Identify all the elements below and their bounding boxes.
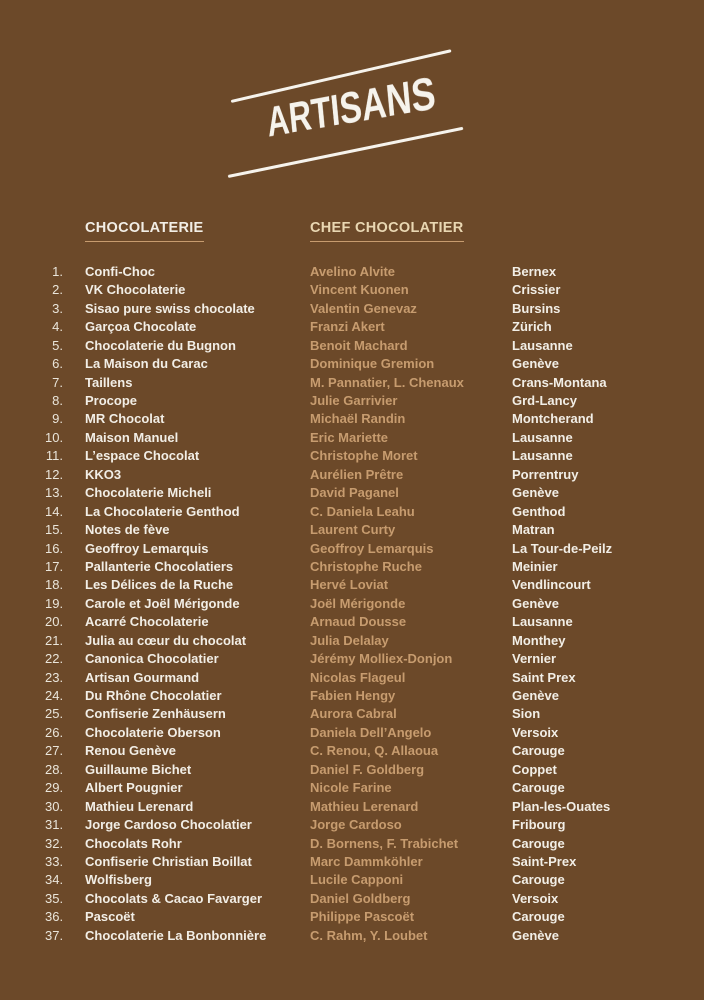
chocolaterie-name: Sisao pure swiss chocolate: [85, 300, 255, 316]
chocolaterie-name: Wolfisberg: [85, 872, 152, 888]
city-name: Genève: [512, 927, 559, 943]
chocolaterie-name: Chocolaterie Oberson: [85, 724, 221, 740]
row-number: 25.: [45, 706, 64, 722]
row-number: 15.: [45, 522, 64, 538]
chef-name: Daniel F. Goldberg: [310, 761, 425, 777]
row-number: 22.: [45, 651, 64, 667]
table-row: [45, 374, 661, 392]
chocolaterie-name: L’espace Chocolat: [85, 448, 200, 464]
row-number: 4.: [52, 319, 63, 335]
row-number: 9.: [52, 411, 63, 427]
chef-name: Nicole Farine: [310, 780, 392, 796]
city-name: Matran: [512, 522, 555, 538]
chocolaterie-name: Les Délices de la Ruche: [85, 577, 234, 593]
chef-name: Jorge Cardoso: [310, 817, 402, 833]
city-name: Plan-les-Ouates: [512, 798, 611, 814]
table-row: [45, 632, 661, 650]
chef-name: Lucile Capponi: [310, 872, 404, 888]
city-name: Coppet: [512, 761, 557, 777]
table-row: [45, 669, 661, 687]
table-row: [45, 816, 661, 834]
chocolaterie-name: Procope: [85, 393, 138, 408]
row-number: 23.: [45, 669, 64, 685]
table-row: [45, 761, 661, 779]
chef-name: Philippe Pascoët: [310, 909, 415, 925]
chef-name: Fabien Hengy: [310, 688, 396, 703]
table-row: [45, 484, 661, 502]
chef-name: Christophe Moret: [310, 448, 418, 464]
chef-name: Vincent Kuonen: [310, 282, 409, 298]
table-row: [45, 779, 661, 797]
row-number: 19.: [45, 595, 64, 611]
table-row: [45, 798, 661, 816]
table-row: [45, 871, 661, 889]
chef-name: Eric Mariette: [310, 429, 389, 445]
row-number: 30.: [45, 798, 64, 814]
city-name: Saint-Prex: [512, 853, 577, 869]
row-number: 31.: [45, 817, 64, 833]
row-number: 3.: [52, 300, 63, 316]
chef-name: Dominique Gremion: [310, 356, 435, 372]
city-name: Versoix: [512, 890, 559, 906]
chocolaterie-name: Acarré Chocolaterie: [85, 614, 209, 630]
city-name: Versoix: [512, 724, 559, 740]
row-number: 36.: [45, 909, 64, 925]
chocolaterie-name: Du Rhône Chocolatier: [85, 688, 222, 703]
row-number: 29.: [45, 780, 64, 796]
row-number: 32.: [45, 835, 64, 851]
chocolaterie-name: Taillens: [85, 374, 133, 390]
table-row: [45, 835, 661, 853]
chocolaterie-name: Guillaume Bichet: [85, 761, 192, 777]
city-name: Meinier: [512, 558, 558, 574]
chef-name: C. Rahm, Y. Loubet: [310, 927, 428, 943]
chef-name: Christophe Ruche: [310, 558, 422, 574]
chocolaterie-name: Canonica Chocolatier: [85, 651, 219, 667]
row-number: 7.: [52, 374, 63, 390]
chocolaterie-name: Pascoët: [85, 909, 135, 925]
city-name: Carouge: [512, 835, 565, 851]
chocolaterie-name: Carole et Joël Mérigonde: [85, 595, 240, 611]
chef-name: Hervé Loviat: [310, 577, 389, 593]
chocolaterie-name: Mathieu Lerenard: [85, 798, 194, 814]
table-row: [45, 392, 661, 410]
chef-name: Avelino Alvite: [310, 263, 396, 279]
chocolaterie-name: Garçoa Chocolate: [85, 319, 197, 335]
table-row: [45, 300, 661, 318]
chocolaterie-name: Pallanterie Chocolatiers: [85, 558, 234, 574]
row-number: 33.: [45, 853, 64, 869]
chocolaterie-name: La Chocolaterie Genthod: [85, 503, 240, 519]
city-name: Monthey: [512, 632, 566, 648]
city-name: Carouge: [512, 743, 565, 759]
table-row: [45, 724, 661, 742]
chef-name: Geoffroy Lemarquis: [310, 540, 434, 556]
row-number: 12.: [45, 466, 64, 482]
city-name: Genève: [512, 356, 559, 372]
header-cell-chef: [310, 219, 512, 242]
chef-name: Benoit Machard: [310, 337, 408, 353]
table-row: [45, 540, 661, 558]
table-row: [45, 576, 661, 594]
row-number: 5.: [52, 337, 63, 353]
city-name: Vernier: [512, 651, 557, 667]
city-name: Genthod: [512, 503, 566, 519]
row-number: 34.: [45, 872, 64, 888]
table-row: [45, 447, 661, 465]
table-row: [45, 650, 661, 668]
row-number: 2.: [52, 282, 63, 298]
row-number: 11.: [45, 448, 63, 464]
chef-name: Daniela Dell’Angelo: [310, 724, 432, 740]
row-number: 10.: [45, 429, 64, 445]
city-name: Lausanne: [512, 429, 573, 445]
column-header-chef: CHEF CHOCOLATIER: [310, 221, 464, 242]
city-name: Grd-Lancy: [512, 393, 578, 408]
row-number: 13.: [45, 485, 64, 501]
chocolaterie-name: Geoffroy Lemarquis: [85, 540, 209, 556]
chef-name: Aurora Cabral: [310, 706, 397, 722]
chocolaterie-name: Chocolaterie La Bonbonnière: [85, 927, 267, 943]
chocolaterie-name: MR Chocolat: [85, 411, 165, 427]
row-number: 35.: [45, 890, 64, 906]
row-number: 8.: [52, 393, 63, 408]
chocolaterie-name: Renou Genève: [85, 743, 177, 759]
chef-name: Julia Delalay: [310, 632, 389, 648]
row-number: 16.: [45, 540, 64, 556]
chocolaterie-name: Julia au cœur du chocolat: [85, 632, 247, 648]
chocolaterie-name: Artisan Gourmand: [85, 669, 200, 685]
table-row: [45, 613, 661, 631]
row-number: 21.: [45, 632, 64, 648]
chef-name: Joël Mérigonde: [310, 595, 406, 611]
row-number: 28.: [45, 761, 64, 777]
table-row: [45, 410, 661, 428]
city-name: Lausanne: [512, 448, 573, 464]
chocolaterie-name: Confi-Choc: [85, 263, 156, 279]
chef-name: Jérémy Molliex-Donjon: [310, 651, 453, 667]
city-name: Carouge: [512, 780, 565, 796]
artisans-table: [45, 219, 661, 945]
chocolaterie-name: Chocolats Rohr: [85, 835, 182, 851]
table-row: [45, 595, 661, 613]
chef-name: Daniel Goldberg: [310, 890, 411, 906]
chocolaterie-name: Confiserie Christian Boillat: [85, 853, 252, 869]
chef-name: Franzi Akert: [310, 319, 385, 335]
table-row: [45, 705, 661, 723]
city-name: Saint Prex: [512, 669, 576, 685]
chocolaterie-name: Confiserie Zenhäusern: [85, 706, 226, 722]
chef-name: Valentin Genevaz: [310, 300, 417, 316]
city-name: La Tour-de-Peilz: [512, 540, 613, 556]
row-number: 1.: [52, 263, 63, 279]
city-name: Porrentruy: [512, 466, 579, 482]
table-row: [45, 927, 661, 945]
chef-name: Laurent Curty: [310, 522, 396, 538]
chocolaterie-name: Notes de fève: [85, 522, 170, 538]
chocolaterie-name: Albert Pougnier: [85, 780, 183, 796]
table-rows: [45, 263, 661, 945]
city-name: Genève: [512, 595, 559, 611]
row-number: 6.: [52, 356, 63, 372]
table-row: [45, 890, 661, 908]
city-name: Lausanne: [512, 614, 573, 630]
table-row: [45, 263, 661, 281]
logo-title: ARTISANS: [264, 67, 438, 146]
row-number: 24.: [45, 688, 64, 703]
artisans-logo: [228, 48, 466, 182]
table-row: [45, 466, 661, 484]
table-row: [45, 853, 661, 871]
chef-name: Arnaud Dousse: [310, 614, 407, 630]
chef-name: C. Renou, Q. Allaoua: [310, 743, 439, 759]
chocolaterie-name: VK Chocolaterie: [85, 282, 186, 298]
city-name: Genève: [512, 688, 559, 703]
table-row: [45, 337, 661, 355]
chocolaterie-name: KKO3: [85, 466, 122, 482]
city-name: Fribourg: [512, 817, 566, 833]
row-number: 18.: [45, 577, 64, 593]
chef-name: M. Pannatier, L. Chenaux: [310, 374, 464, 390]
chocolaterie-name: Jorge Cardoso Chocolatier: [85, 817, 252, 833]
city-name: Bursins: [512, 300, 561, 316]
chef-name: Mathieu Lerenard: [310, 798, 419, 814]
header-cell-chocolaterie: [85, 219, 310, 242]
table-row: [45, 742, 661, 760]
city-name: Carouge: [512, 872, 565, 888]
city-name: Lausanne: [512, 337, 573, 353]
city-name: Zürich: [512, 319, 552, 335]
chocolaterie-name: Chocolats & Cacao Favarger: [85, 890, 263, 906]
row-number: 26.: [45, 724, 64, 740]
chef-name: Nicolas Flageul: [310, 669, 406, 685]
table-row: [45, 355, 661, 373]
row-number: 14.: [45, 503, 64, 519]
city-name: Carouge: [512, 909, 565, 925]
header-spacer: [45, 219, 85, 242]
table-row: [45, 503, 661, 521]
chef-name: Marc Dammköhler: [310, 853, 423, 869]
header-cell-city: [512, 219, 661, 242]
chef-name: D. Bornens, F. Trabichet: [310, 835, 459, 851]
table-row: [45, 318, 661, 336]
chocolaterie-name: La Maison du Carac: [85, 356, 208, 372]
city-name: Genève: [512, 485, 559, 501]
table-row: [45, 429, 661, 447]
city-name: Crissier: [512, 282, 561, 298]
city-name: Vendlincourt: [512, 577, 591, 593]
column-header-chocolaterie: CHOCOLATERIE: [85, 221, 204, 242]
table-row: [45, 687, 661, 705]
table-row: [45, 558, 661, 576]
chef-name: C. Daniela Leahu: [310, 503, 415, 519]
chocolaterie-name: Chocolaterie Micheli: [85, 485, 212, 501]
row-number: 17.: [45, 558, 64, 574]
chocolaterie-name: Chocolaterie du Bugnon: [85, 337, 236, 353]
chocolaterie-name: Maison Manuel: [85, 429, 179, 445]
city-name: Montcherand: [512, 411, 594, 427]
chef-name: Aurélien Prêtre: [310, 466, 404, 482]
table-row: [45, 521, 661, 539]
row-number: 37.: [45, 927, 64, 943]
city-name: Crans-Montana: [512, 374, 607, 390]
table-row: [45, 281, 661, 299]
row-number: 20.: [45, 614, 64, 630]
chef-name: David Paganel: [310, 485, 399, 501]
table-header: [45, 219, 661, 242]
city-name: Bernex: [512, 263, 557, 279]
chef-name: Michaël Randin: [310, 411, 406, 427]
city-name: Sion: [512, 706, 541, 722]
table-row: [45, 908, 661, 926]
chef-name: Julie Garrivier: [310, 393, 398, 408]
row-number: 27.: [45, 743, 64, 759]
